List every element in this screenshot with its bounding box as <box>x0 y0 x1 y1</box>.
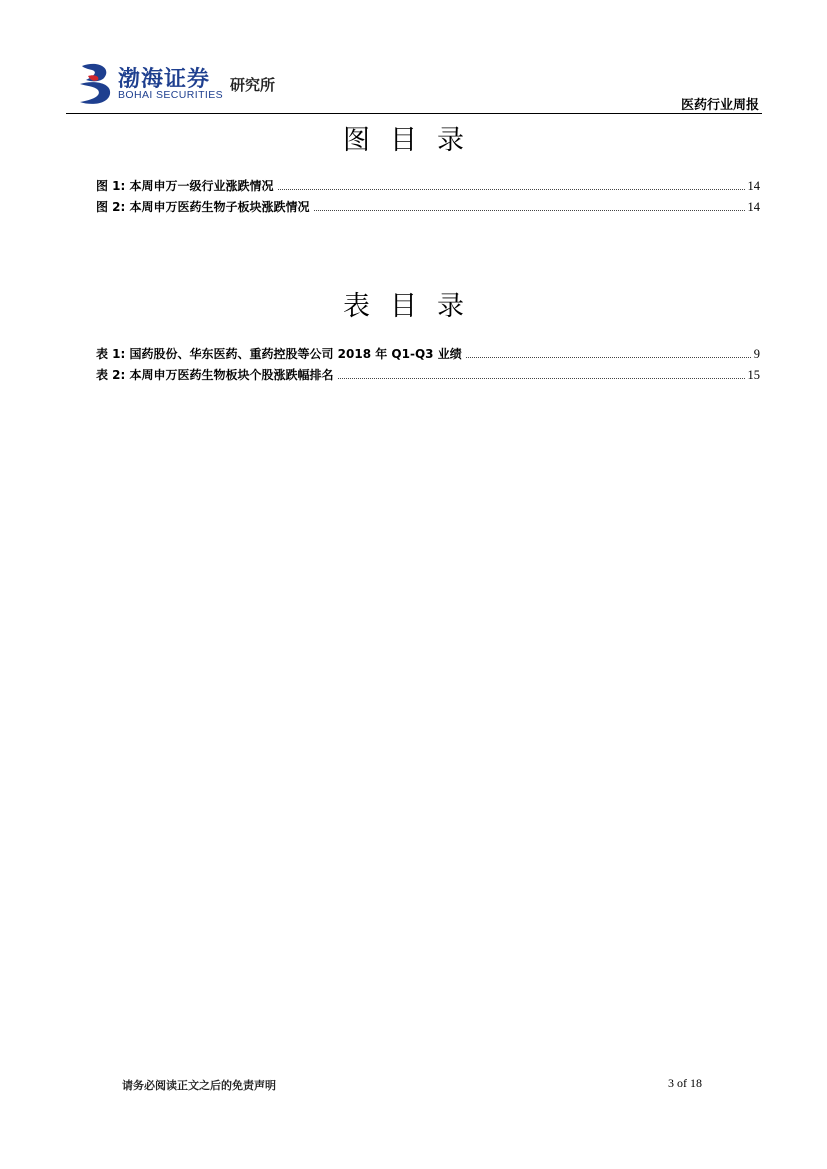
toc-leader-dots <box>278 189 745 190</box>
tables-toc-title: 表目录 <box>343 291 484 322</box>
bohai-logo-icon <box>78 62 114 106</box>
toc-entry-page: 15 <box>747 368 760 382</box>
logo-english-name: BOHAI SECURITIES <box>118 89 224 101</box>
figures-toc-title: 图目录 <box>343 125 484 156</box>
institute-label: 研究所 <box>230 76 276 94</box>
header-divider <box>66 113 762 114</box>
toc-entry-page: 14 <box>747 200 760 214</box>
tables-toc <box>96 345 760 387</box>
logo-chinese-name: 渤海证券 <box>118 67 211 92</box>
toc-entry[interactable] <box>96 366 760 387</box>
toc-leader-dots <box>466 357 751 358</box>
toc-entry-page: 14 <box>747 179 760 193</box>
toc-leader-dots <box>338 378 745 379</box>
toc-entry-page: 9 <box>753 347 760 361</box>
toc-entry-label: 图 1: 本周申万一级行业涨跌情况 <box>96 179 274 193</box>
toc-entry[interactable] <box>96 345 760 366</box>
toc-entry[interactable] <box>96 177 760 198</box>
disclaimer-note: 请务必阅读正文之后的免责声明 <box>122 1079 276 1092</box>
toc-entry-label: 表 1: 国药股份、华东医药、重药控股等公司 2018 年 Q1-Q3 业绩 <box>96 347 462 361</box>
page-header <box>0 0 827 120</box>
report-type: 医药行业周报 <box>680 98 759 113</box>
figures-toc <box>96 177 760 219</box>
bohai-securities-logo <box>78 62 308 112</box>
toc-entry-label: 表 2: 本周申万医药生物板块个股涨跌幅排名 <box>96 368 334 382</box>
page-indicator: 3 of 18 <box>668 1076 702 1090</box>
toc-leader-dots <box>314 210 745 211</box>
toc-entry[interactable] <box>96 198 760 219</box>
toc-entry-label: 图 2: 本周申万医药生物子板块涨跌情况 <box>96 200 310 214</box>
